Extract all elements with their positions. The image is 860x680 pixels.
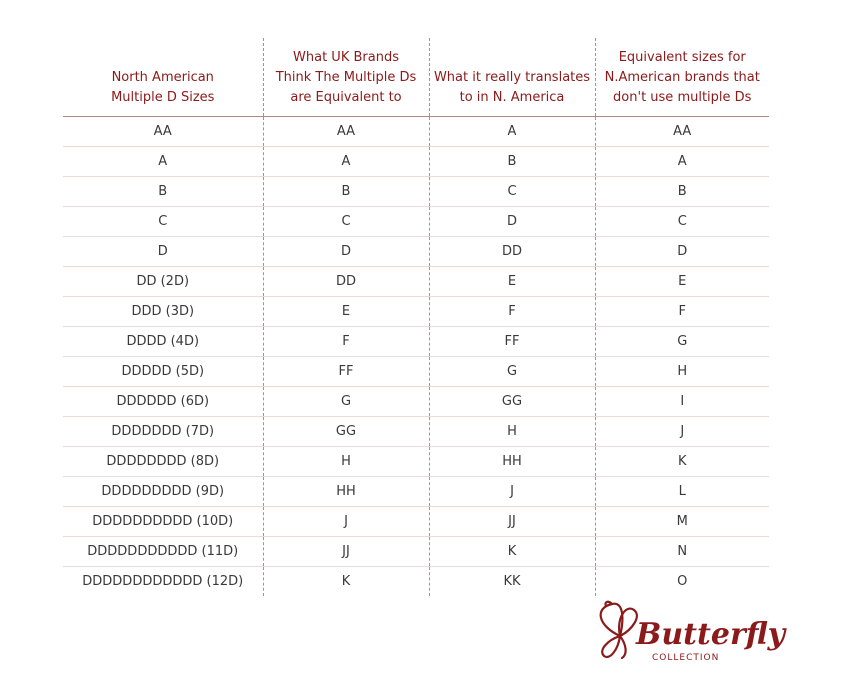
table-cell: J xyxy=(263,507,429,537)
table-cell: K xyxy=(429,537,595,567)
table-cell: H xyxy=(429,417,595,447)
table-row xyxy=(63,327,769,357)
table-row xyxy=(63,417,769,447)
header-real-translation xyxy=(429,38,595,117)
table-cell: DDDDDD (6D) xyxy=(63,387,263,417)
table-cell: O xyxy=(595,567,769,597)
header-line: North American xyxy=(111,70,214,85)
butterfly-collection-logo xyxy=(590,598,786,668)
table-cell: AA xyxy=(263,117,429,147)
header-line: Multiple D Sizes xyxy=(111,90,215,105)
header-line: don't use multiple Ds xyxy=(613,90,752,105)
table-cell: GG xyxy=(263,417,429,447)
table-cell: F xyxy=(429,297,595,327)
table-cell: K xyxy=(595,447,769,477)
table-cell: A xyxy=(63,147,263,177)
size-conversion-table xyxy=(63,38,769,596)
table-body xyxy=(63,117,769,597)
table-cell: M xyxy=(595,507,769,537)
table-cell: J xyxy=(595,417,769,447)
table-cell: DDDDD (5D) xyxy=(63,357,263,387)
table-row xyxy=(63,297,769,327)
table-cell: AA xyxy=(595,117,769,147)
header-line: to in N. America xyxy=(459,90,565,105)
table-cell: J xyxy=(429,477,595,507)
table-cell: DDD (3D) xyxy=(63,297,263,327)
table-cell: I xyxy=(595,387,769,417)
table-cell: A xyxy=(429,117,595,147)
table-cell: DD (2D) xyxy=(63,267,263,297)
table-cell: C xyxy=(263,207,429,237)
table-cell: DD xyxy=(429,237,595,267)
butterfly-icon xyxy=(601,602,637,658)
table-cell: A xyxy=(263,147,429,177)
table-cell: B xyxy=(595,177,769,207)
table-cell: DDDDDDDDDD (10D) xyxy=(63,507,263,537)
table-cell: H xyxy=(263,447,429,477)
table-cell: A xyxy=(595,147,769,177)
table-cell: FF xyxy=(429,327,595,357)
table-cell: DDDDDDD (7D) xyxy=(63,417,263,447)
logo-subtitle: COLLECTION xyxy=(652,653,720,663)
table-cell: DDDDDDDD (8D) xyxy=(63,447,263,477)
table-cell: H xyxy=(595,357,769,387)
header-line: What it really translates xyxy=(433,70,591,85)
table-row xyxy=(63,537,769,567)
table-row xyxy=(63,447,769,477)
table-row xyxy=(63,147,769,177)
header-line: Think The Multiple Ds xyxy=(275,70,417,85)
header-equivalent-sizes xyxy=(595,38,769,117)
table-cell: D xyxy=(63,237,263,267)
table-cell: JJ xyxy=(263,537,429,567)
table-cell: DDDDDDDDDDDD (12D) xyxy=(82,574,244,589)
table-row xyxy=(63,477,769,507)
table-cell: K xyxy=(263,567,429,597)
table-cell: DDDDDDDDD (9D) xyxy=(63,477,263,507)
table-cell: HH xyxy=(429,447,595,477)
header-uk-brands-equivalent xyxy=(263,38,429,117)
table-cell: B xyxy=(63,177,263,207)
table-cell: C xyxy=(429,177,595,207)
table-cell: G xyxy=(595,327,769,357)
table-cell: G xyxy=(429,357,595,387)
table-cell: D xyxy=(429,207,595,237)
table-cell: F xyxy=(595,297,769,327)
table-cell: N xyxy=(595,537,769,567)
table-cell: GG xyxy=(429,387,595,417)
table-row xyxy=(63,357,769,387)
table-cell: B xyxy=(263,177,429,207)
table-cell: E xyxy=(595,267,769,297)
table-cell: D xyxy=(263,237,429,267)
table-row xyxy=(63,237,769,267)
table-row xyxy=(63,267,769,297)
table-cell: FF xyxy=(263,357,429,387)
logo-wordmark: Butterfly xyxy=(636,617,786,652)
table-cell: KK xyxy=(429,567,595,597)
table-row xyxy=(63,117,769,147)
table-row xyxy=(63,567,769,597)
header-line: Equivalent sizes for xyxy=(618,50,746,65)
header-line: are Equivalent to xyxy=(290,90,402,105)
header-row xyxy=(63,38,769,117)
table-cell: E xyxy=(263,297,429,327)
table-cell: D xyxy=(595,237,769,267)
table-cell: G xyxy=(263,387,429,417)
table-row xyxy=(63,207,769,237)
table-cell: AA xyxy=(63,117,263,147)
header-north-american-sizes xyxy=(63,38,263,117)
table-cell: DD xyxy=(263,267,429,297)
table-row xyxy=(63,507,769,537)
table-cell: DDDD (4D) xyxy=(63,327,263,357)
header-line: What UK Brands xyxy=(293,50,399,65)
table-row xyxy=(63,177,769,207)
table-row xyxy=(63,387,769,417)
table-cell: E xyxy=(429,267,595,297)
table-cell: JJ xyxy=(429,507,595,537)
table-cell: F xyxy=(263,327,429,357)
table-cell: C xyxy=(595,207,769,237)
table-cell: L xyxy=(595,477,769,507)
table-cell: C xyxy=(63,207,263,237)
table-cell: HH xyxy=(263,477,429,507)
table-cell: B xyxy=(429,147,595,177)
header-line: N.American brands that xyxy=(604,70,760,85)
table-cell: DDDDDDDDDDD (11D) xyxy=(63,537,263,567)
